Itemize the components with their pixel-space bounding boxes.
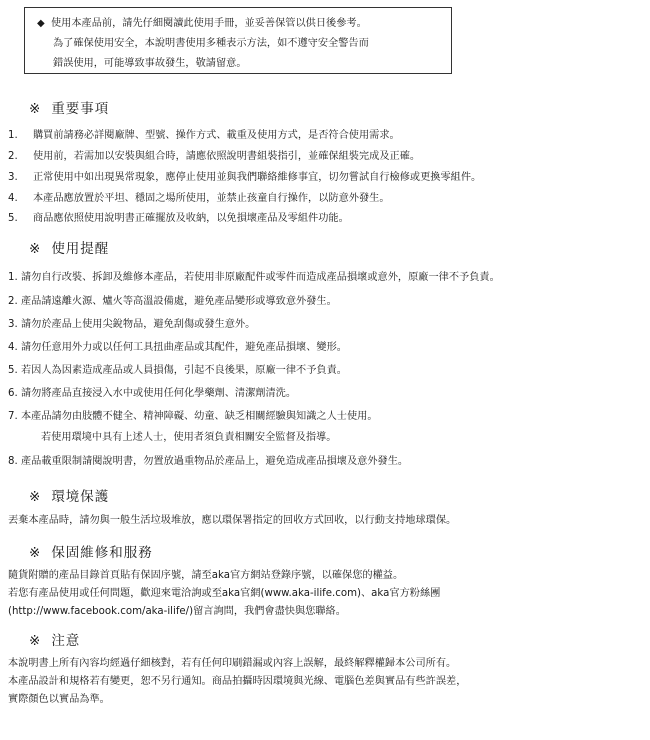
- notice-box: [24, 7, 452, 74]
- note-line-3: 實際顏色以實品為準。: [8, 694, 110, 705]
- warranty-line-1: 隨貨附贈的產品目錄首頁貼有保固序號，請至aka官方網站登錄序號，以確保您的權益。: [8, 570, 404, 581]
- important-item-3: 3. 正常使用中如出現異常現象，應停止使用並與我們聯絡維修事宜，切勿嘗試自行檢修或更換零組件。: [8, 172, 482, 183]
- important-item-5: 5. 商品應依照使用說明書正確擺放及收納，以免損壞產品及零組件功能。: [8, 213, 349, 224]
- section-title-important: ※ 重要事項: [29, 101, 110, 117]
- section-title-usage: ※ 使用提醒: [29, 241, 110, 257]
- note-line-1: 本說明書上所有內容均經過仔細核對，若有任何印刷錯漏或內容上誤解，最終解釋權歸本公司所有。: [8, 658, 457, 669]
- usage-item-3: 3. 請勿於產品上使用尖銳物品，避免刮傷或發生意外。: [8, 319, 256, 330]
- notice-line-2: 為了確保使用安全，本說明書使用多種表示方法，如不遵守安全警告而: [53, 38, 369, 49]
- usage-item-1: 1. 請勿自行改裝、拆卸及維修本產品，若使用非原廠配件或零件而造成產品損壞或意外，原廠一律不予負責。: [8, 272, 500, 283]
- reference-mark-icon: ※: [29, 545, 42, 561]
- reference-mark-icon: ※: [29, 489, 42, 505]
- usage-item-7: 7. 本產品請勿由肢體不健全、精神障礙、幼童、缺乏相關經驗與知識之人士使用。: [8, 411, 378, 422]
- usage-item-4: 4. 請勿任意用外力或以任何工具扭曲產品或其配件，避免產品損壞、變形。: [8, 342, 347, 353]
- warranty-line-3: (http://www.facebook.com/aka-ilife/)留言詢問，我們會盡快與您聯絡。: [8, 606, 346, 617]
- usage-item-6: 6. 請勿將產品直接浸入水中或使用任何化學藥劑、清潔劑清洗。: [8, 388, 297, 399]
- usage-item-5: 5. 若因人為因素造成產品或人員損傷，引起不良後果，原廠一律不予負責。: [8, 365, 347, 376]
- notice-line-3: 錯誤使用，可能導致事故發生，敬請留意。: [53, 58, 247, 69]
- important-item-2: 2. 使用前，若需加以安裝與組合時，請應依照說明書組裝指引，並確保組裝完成及正確。: [8, 151, 421, 162]
- reference-mark-icon: ※: [29, 101, 42, 117]
- reference-mark-icon: ※: [29, 633, 42, 649]
- usage-item-8: 8. 產品載重限制請閱說明書，勿置放過重物品於產品上，避免造成產品損壞及意外發生。: [8, 456, 409, 467]
- section-title-warranty: ※ 保固維修和服務: [29, 545, 153, 561]
- notice-line-1: ◆ 使用本產品前，請先仔細閱讀此使用手冊，並妥善保管以供日後參考。: [37, 14, 443, 34]
- important-item-4: 4. 本產品應放置於平坦、穩固之場所使用，並禁止孩童自行操作，以防意外發生。: [8, 193, 390, 204]
- diamond-bullet-icon: ◆: [37, 18, 45, 29]
- section-title-environment: ※ 環境保護: [29, 489, 110, 505]
- usage-item-2: 2. 產品請遠離火源、爐火等高溫設備處，避免產品變形或導致意外發生。: [8, 296, 337, 307]
- warranty-line-2: 若您有產品使用或任何問題，歡迎來電洽詢或至aka官網(www.aka-ilife.com)、aka官方粉絲團: [8, 588, 441, 599]
- environment-text: 丟棄本產品時，請勿與一般生活垃圾堆放，應以環保署指定的回收方式回收，以行動支持地球環保。: [8, 515, 457, 526]
- important-item-1: 1. 購買前請務必詳閱廠牌、型號、操作方式、載重及使用方式，是否符合使用需求。: [8, 130, 400, 141]
- note-line-2: 本產品設計和規格若有變更，恕不另行通知。商品拍攝時因環境與光線、電腦色差與實品有些許誤差，: [8, 676, 467, 687]
- reference-mark-icon: ※: [29, 241, 42, 257]
- usage-item-7-continued: 若使用環境中具有上述人士，使用者須負責相關安全監督及指導。: [41, 432, 337, 443]
- section-title-note: ※ 注意: [29, 633, 81, 649]
